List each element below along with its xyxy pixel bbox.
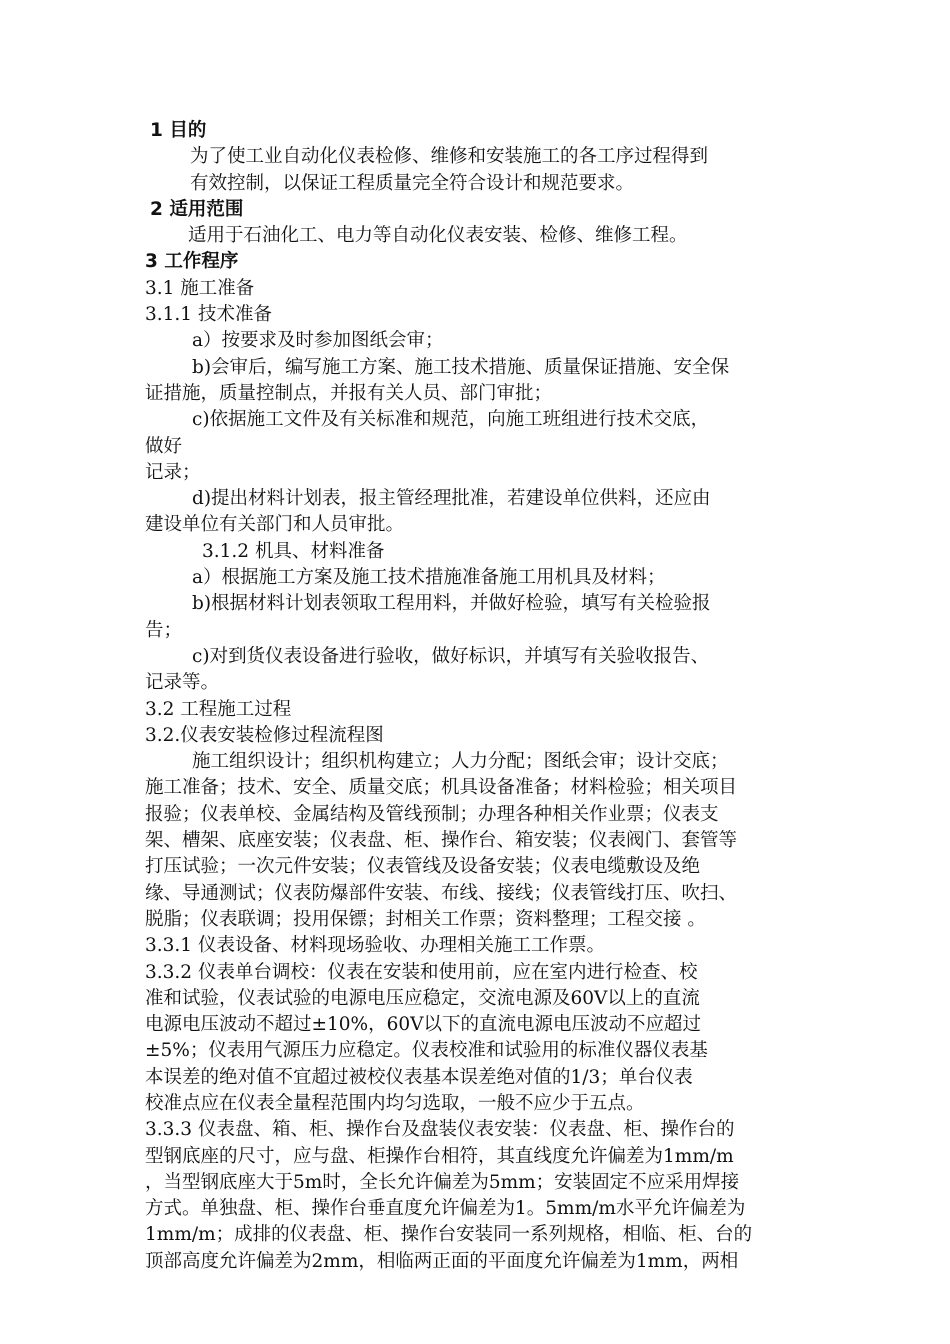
list-item: a）根据施工方案及施工技术措施准备施工用机具及材料； (192, 567, 666, 589)
paragraph-line: 型钢底座的尺寸，应与盘、柜操作台相符，其直线度允许偏差为1mm/m (145, 1145, 734, 1167)
subsection-heading: 3.2.仪表安装检修过程流程图 (145, 724, 384, 746)
list-item-continuation: 证措施，质量控制点，并报有关人员、部门审批； (145, 382, 553, 404)
paragraph-line: ，当型钢底座大于5m时，全长允许偏差为5mm；安装固定不应采用焊接 (145, 1171, 740, 1193)
clause-heading: 3.3.3 仪表盘、箱、柜、操作台及盘装仪表安装：仪表盘、柜、操作台的 (145, 1119, 735, 1141)
paragraph-line: 报验；仪表单校、金属结构及管线预制；办理各种相关作业票；仪表支 (145, 803, 719, 825)
heading-purpose: 1 目的 (150, 120, 207, 141)
paragraph-line: 方式。单独盘、柜、操作台垂直度允许偏差为1。5mm/m水平允许偏差为 (145, 1198, 746, 1220)
paragraph-line: 电源电压波动不超过±10%，60V以下的直流电源电压波动不应超过 (145, 1014, 702, 1036)
paragraph-line: 校准点应在仪表全量程范围内均匀选取，一般不应少于五点。 (145, 1092, 645, 1114)
paragraph-line: 缘、导通测试；仪表防爆部件安装、布线、接线；仪表管线打压、吹扫、 (145, 882, 738, 904)
paragraph-line: 打压试验；一次元件安装；仪表管线及设备安装；仪表电缆敷设及绝 (145, 856, 701, 878)
list-item-continuation: 做好 (145, 435, 183, 457)
paragraph-line: 准和试验，仪表试验的电源电压应稳定，交流电源及60V以上的直流 (145, 987, 700, 1009)
subsection-heading: 3.1.2 机具、材料准备 (202, 540, 385, 562)
paragraph-line: 适用于石油化工、电力等自动化仪表安装、检修、维修工程。 (188, 225, 688, 247)
list-item-continuation: 记录； (145, 461, 201, 483)
list-item: c)对到货仪表设备进行验收，做好标识，并填写有关验收报告、 (192, 645, 710, 667)
paragraph-line: 架、槽架、底座安装；仪表盘、柜、操作台、箱安装；仪表阀门、套管等 (145, 830, 738, 852)
paragraph-line: 施工准备；技术、安全、质量交底；机具设备准备；材料检验；相关项目 (145, 777, 738, 799)
clause-heading: 3.3.2 仪表单台调校：仪表在安装和使用前，应在室内进行检查、校 (145, 961, 698, 983)
list-item: a）按要求及时参加图纸会审； (192, 330, 444, 352)
list-item: c)依据施工文件及有关标准和规范，向施工班组进行技术交底， (192, 409, 710, 431)
document-page (145, 118, 813, 1275)
subsection-heading: 3.1.1 技术准备 (145, 304, 272, 326)
paragraph-line: ±5%；仪表用气源压力应稳定。仪表校准和试验用的标准仪器仪表基 (145, 1040, 708, 1062)
paragraph-line: 有效控制，以保证工程质量完全符合设计和规范要求。 (190, 172, 635, 194)
list-item: b)根据材料计划表领取工程用料，并做好检验，填写有关检验报 (192, 593, 711, 615)
paragraph-line: 顶部高度允许偏差为2mm，相临两正面的平面度允许偏差为1mm，两相 (145, 1250, 739, 1272)
section-heading: 3.1 施工准备 (145, 277, 255, 299)
paragraph-line: 1mm/m；成排的仪表盘、柜、操作台安装同一系列规格，相临、柜、台的 (145, 1224, 753, 1246)
list-item: b)会审后，编写施工方案、施工技术措施、质量保证措施、安全保 (192, 356, 730, 378)
list-item: d)提出材料计划表，报主管经理批准，若建设单位供料，还应由 (192, 488, 711, 510)
list-item-continuation: 记录等。 (145, 672, 220, 694)
paragraph-line: 施工组织设计；组织机构建立；人力分配；图纸会审；设计交底； (192, 751, 729, 773)
heading-work-procedure: 3 工作程序 (145, 251, 239, 273)
list-item-continuation: 告； (145, 619, 183, 641)
paragraph-line: 为了使工业自动化仪表检修、维修和安装施工的各工序过程得到 (190, 146, 709, 168)
list-item-continuation: 建设单位有关部门和人员审批。 (145, 514, 405, 536)
paragraph-line: 本误差的绝对值不宜超过被校仪表基本误差绝对值的1/3；单台仪表 (145, 1066, 693, 1088)
paragraph-line: 脱脂；仪表联调；投用保镖；封相关工作票；资料整理；工程交接 。 (145, 908, 706, 930)
heading-scope: 2 适用范围 (150, 198, 244, 220)
section-heading: 3.2 工程施工过程 (145, 698, 292, 720)
clause-heading: 3.3.1 仪表设备、材料现场验收、办理相关施工工作票。 (145, 935, 605, 957)
